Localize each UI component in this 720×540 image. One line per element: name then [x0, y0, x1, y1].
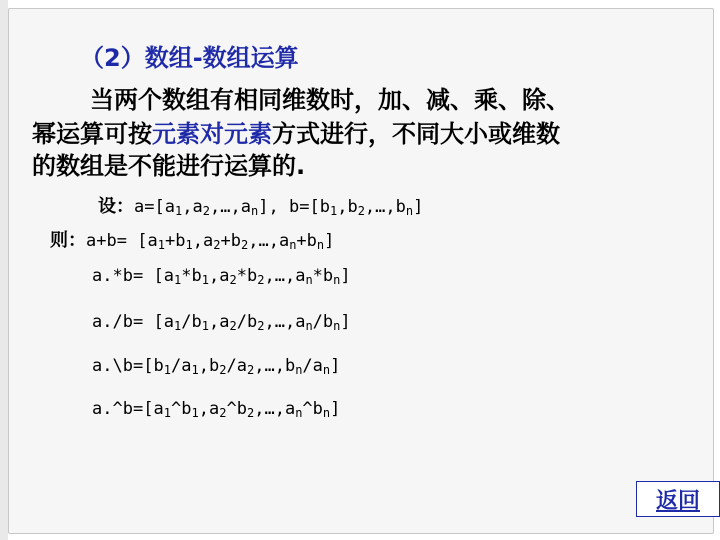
highlight-element-by-element: 元素对元素 [152, 120, 272, 148]
paragraph-line-1: 当两个数组有相同维数时，加、减、乘、除、 [90, 86, 570, 114]
formula-plus: $a+b= [a_1+b_1,a_2+b_2,\dots,a_n+b_n]$ [86, 231, 335, 252]
formula-setup-row [98, 192, 423, 218]
setup-prefix: 设： [98, 196, 134, 217]
section-title: （2）数组-数组运算 [80, 44, 299, 72]
formula-setup: $a=[a_1,a_2,\dots,a_n]$, $b=[b_1,b_2,\dots,b_n]$ [134, 197, 424, 218]
formula-elementwise-times: $a.*b= [a_1*b_1,a_2*b_2,\dots,a_n*b_n]$ [92, 266, 351, 287]
back-button[interactable]: 返回 [636, 481, 720, 517]
formula-elementwise-rdivide: $a./b= [a_1/b_1,a_2/b_2,\dots,a_n/b_n]$ [92, 312, 351, 333]
formula-elementwise-ldivide: $a.\backslash b=[b_1/a_1,b_2/a_2,\dots,b_n/a_n]$ [92, 356, 341, 377]
then-prefix: 则： [50, 230, 86, 251]
formula-elementwise-power: $a.\^{}b=[a_1\^{}b_1,a_2\^{}b_2,\dots,a_n\^{}b_n]$ [92, 399, 341, 420]
paragraph-line-2-pre: 幂运算可按 [32, 120, 152, 148]
left-edge-stripe [0, 0, 8, 540]
paragraph-line-2 [32, 114, 560, 149]
paragraph-line-3: 的数组是不能进行运算的. [32, 152, 306, 180]
formula-plus-row [50, 226, 334, 252]
paragraph-line-2-post: 方式进行，不同大小或维数 [272, 120, 560, 148]
